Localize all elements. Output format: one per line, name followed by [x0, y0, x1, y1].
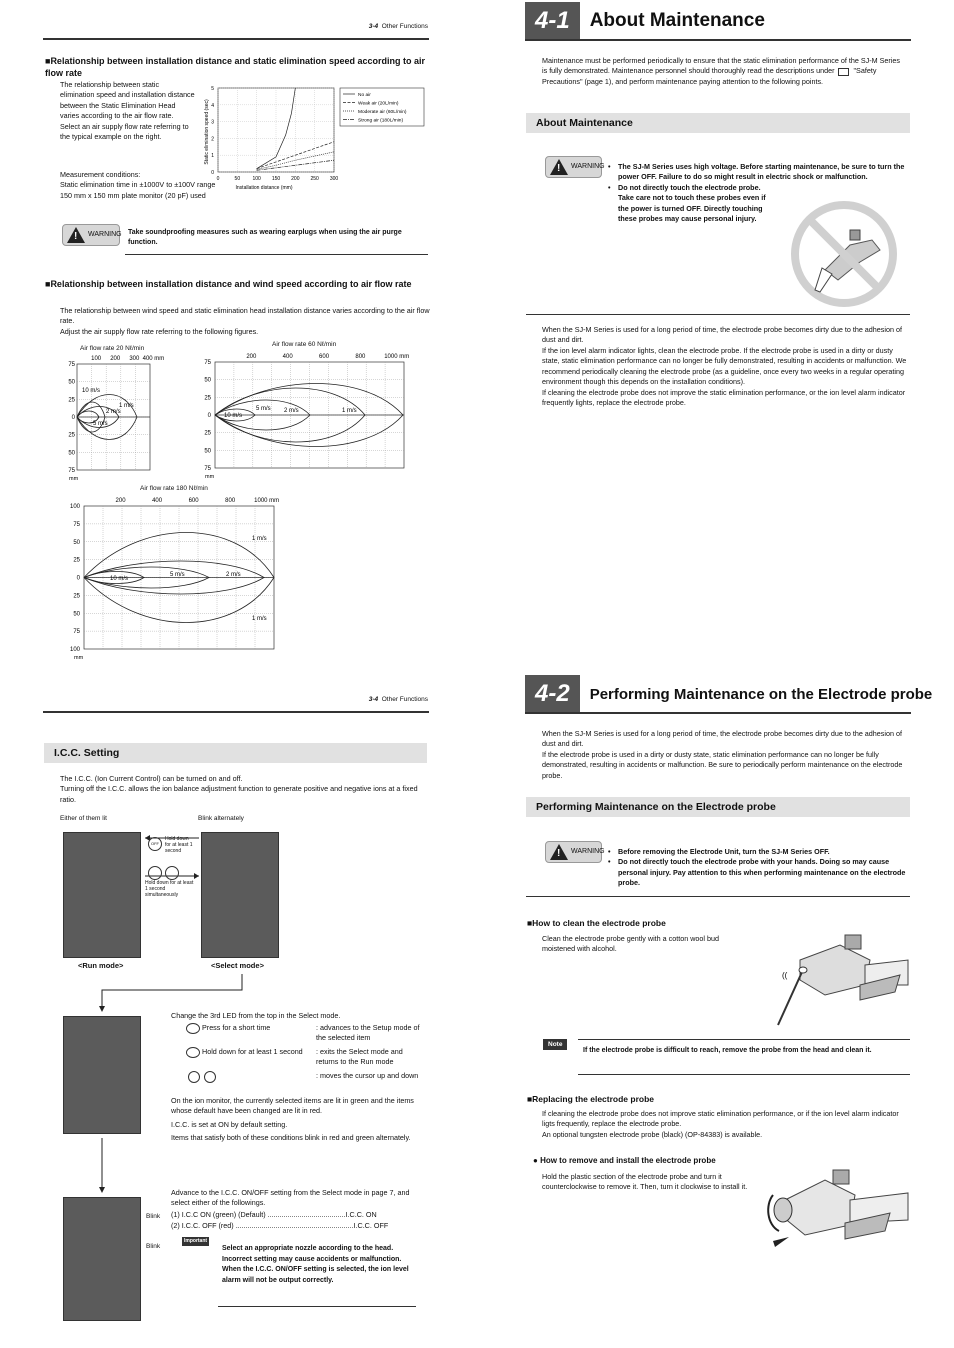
legend-label: Strong air (180L/min) — [358, 118, 404, 124]
y-tick-label: 50 — [68, 450, 75, 457]
y-unit-label: mm — [205, 474, 215, 480]
note-rule-top — [578, 1039, 910, 1040]
y-tick-label: 25 — [204, 430, 211, 437]
y-tick-label: 50 — [68, 379, 75, 386]
y-tick-label: 75 — [204, 466, 211, 472]
y-tick-label: 0 — [207, 413, 211, 419]
chart-xlabel: Installation distance (mm) — [235, 185, 293, 191]
x-tick-label: 600 — [188, 498, 199, 504]
warning-badge — [545, 156, 605, 178]
contour-label: 10 m/s — [82, 388, 101, 394]
y-tick-label: 50 — [204, 448, 211, 455]
flow-arrow — [98, 972, 244, 1012]
y-unit-label: mm — [74, 655, 84, 661]
x-tick-label: 300 — [329, 176, 339, 182]
y-tick-label: 25 — [68, 432, 75, 439]
chart-ylabel: Static elimination speed (sec) — [204, 99, 210, 165]
change-led-text: Change the 3rd LED from the top in the Select mode. — [171, 1011, 341, 1020]
y-tick-label: 25 — [73, 557, 80, 564]
x-tick-label: 250 — [310, 176, 319, 182]
warning-list — [608, 847, 908, 889]
electrode-intro: When the SJ-M Series is used for a long period of time, the electrode probe becomes dirty due to the adhesion of dust and dirt. If the electrode probe is used in a dirty or dusty state, static elimination performance can no longer be fully demonstrated, resulting in accidents or malfunction. Be sure to periodically perform maintenance on the electrode probe. — [542, 729, 903, 780]
y-tick-label: 2 — [211, 136, 214, 143]
intro-text-b: "Safety Precautions" (page 1), and perform maintenance paying attention to the following points. — [542, 66, 877, 86]
important-badge: Important — [184, 1238, 208, 1244]
replace-body: If cleaning the electrode probe does not improve static elimination performance, or if the ion level alarm indicator ligts frequently, replace the electrode probe. An optional tungsten electrode probe (black) (OP-84383) is available. — [542, 1109, 899, 1139]
warning-label: WARNING — [88, 231, 122, 239]
advance-text: Advance to the I.C.C. ON/OFF setting from the Select mode in page 7, and select either of the followings. — [171, 1188, 410, 1208]
warning-rule — [125, 254, 428, 255]
x-tick-label: 200 — [246, 354, 257, 360]
wind-chart-180 — [62, 494, 297, 660]
measurement-conditions: Measurement conditions: Static elimination time in ±1000V to ±100V range 150 mm x 150 mm plate monitor (20 pF) used — [60, 170, 216, 200]
contour-label: 5 m/s — [170, 572, 185, 578]
remove-heading-text: How to remove and install the electrode probe — [540, 1156, 716, 1165]
chapter-rule — [525, 712, 911, 714]
hold-label-2: Hold down for at least 1 second simultaneously — [145, 880, 194, 898]
warning-badge — [545, 841, 605, 863]
contour-label: 2 m/s — [284, 408, 299, 414]
legend-label: No air — [358, 92, 371, 98]
x-tick-label: 1000 mm — [384, 354, 410, 360]
press-short-desc: : advances to the Setup mode of the selected item — [316, 1023, 420, 1043]
intro-text-a: Maintenance must be performed periodically to ensure that the static elimination performance of the SJ-M Series is fully demonstrated. Maintenance personnel should thoroughly read the descriptions under — [542, 56, 900, 76]
hold-1s-desc: : exits the Select mode and returns to the Run mode — [316, 1047, 403, 1067]
y-tick-label: 5 — [211, 86, 214, 92]
x-tick-label: 1000 mm — [254, 498, 280, 504]
x-tick-label: 100 — [252, 176, 261, 182]
warning-triangle-icon: ! — [550, 844, 568, 860]
important-rule — [218, 1306, 416, 1307]
y-tick-label: 4 — [211, 102, 214, 109]
svg-text:((: (( — [782, 971, 788, 980]
blink-label-1: Blink — [146, 1213, 161, 1220]
off-button-icon — [186, 1047, 200, 1058]
y-tick-label: 100 — [69, 647, 80, 653]
icc-intro: The I.C.C. (Ion Current Control) can be turned on and off. Turning off the I.C.C. allows the ion balance adjustment function to generate positive and negative ions at a fixed ratio. — [60, 774, 418, 804]
cleaning-illustration — [770, 930, 910, 1030]
x-tick-label: 800 — [225, 498, 236, 504]
control-panel-run — [63, 832, 141, 958]
chapter-title: Performing Maintenance on the Electrode probe — [589, 685, 933, 703]
y-tick-label: 25 — [68, 397, 75, 404]
x-tick-label: 800 — [355, 354, 366, 360]
section-bar-icc-setting: I.C.C. Setting — [44, 743, 427, 763]
section-body-static-elimination: The relationship between static elimination speed and installation distance between the Static Elimination Head varies according to the air flow rate. Select an air supply flow rate referring to the typical example on the right. — [60, 80, 195, 142]
contour-label: 5 m/s — [93, 421, 108, 427]
icc-default-text: I.C.C. is set at ON by default setting. — [171, 1120, 288, 1129]
contour-label: 10 m/s — [224, 413, 243, 419]
section-heading-static-elimination: ■ Relationship between installation distance and static elimination speed according to air flow rate — [45, 55, 425, 79]
x-tick-label: 50 — [234, 176, 241, 182]
note-text: If the electrode probe is difficult to reach, remove the probe from the head and clean it. — [583, 1047, 872, 1054]
contour-label: 1 m/s — [252, 616, 267, 622]
page-header — [300, 695, 428, 704]
y-tick-label: 0 — [76, 575, 80, 582]
maintenance-body: When the SJ-M Series is used for a long period of time, the electrode probe becomes dirty due to the adhesion of dust and dirt. If the ion level alarm indicator lights, clean the electrode probe. If the electrode probe is used in a dirty or dusty state, static elimination performance can no longer be fully demonstrated, resulting in accidents or malfunction. We recommend periodically cleaning the electrode probe (as a guideline, once every two weeks in a regular operating environment though this depends on the installation conditions). If cleaning the electrode probe does not improve the static elimination performance, or the ion level alarm indicator frequently lights, replace the electrode probe. — [542, 325, 907, 408]
run-mode-caption: <Run mode> — [78, 961, 124, 970]
hold-label-1: Hold down for at least 1 second — [165, 836, 193, 854]
y-unit-label: mm — [69, 476, 79, 482]
remove-probe-illustration — [765, 1165, 910, 1250]
legend-label: Moderate air (60L/min) — [358, 109, 407, 115]
contour-label: 2 m/s — [226, 572, 241, 578]
legend-label: Weak air (20L/min) — [358, 101, 399, 107]
warning-item: • Do not directly touch the electrode probe. Take care not to touch these probes even if the power is turned OFF. Directly touching these probes may cause personal injury. — [608, 183, 770, 225]
off-button-icon — [186, 1023, 200, 1034]
press-short-label: Press for a short time — [202, 1023, 271, 1032]
contour-label: 2 m/s — [106, 409, 121, 415]
header-title: Other Functions — [381, 696, 428, 703]
chapter-title: About Maintenance — [589, 9, 765, 31]
chart-title-60: Air flow rate 60 Nℓ/min — [272, 341, 337, 348]
chart-title-20: Air flow rate 20 Nℓ/min — [80, 345, 145, 352]
remove-heading — [533, 1155, 716, 1166]
x-tick-label: 200 — [110, 356, 121, 362]
y-tick-label: 75 — [73, 521, 80, 528]
warning-label: WARNING — [571, 163, 605, 171]
y-tick-label: 25 — [204, 395, 211, 402]
x-tick-label: 400 mm — [142, 356, 165, 362]
ion-monitor-text: On the ion monitor, the currently selected items are lit in green and the items whose default have been changed are lit in red. — [171, 1096, 414, 1116]
warning-item: • The SJ-M Series uses high voltage. Before starting maintenance, be sure to turn the power OFF. Failure to do so might result in electric shock or malfunction. — [608, 162, 908, 183]
warning-item: • Do not directly touch the electrode probe with your hands. Doing so may cause personal injury. Pay attention to this when performing maintenance on the electrode probe. — [608, 857, 908, 888]
note-rule-bottom — [578, 1074, 910, 1075]
x-tick-label: 400 — [152, 498, 163, 504]
maintenance-intro — [542, 56, 907, 87]
label-either-lit: Either of them lit — [60, 815, 107, 822]
section-body-wind-speed: The relationship between wind speed and static elimination head installation distance varies according to the air flow rate. Adjust the air supply flow rate referring to the following figures. — [60, 306, 430, 336]
warning-rule — [526, 314, 910, 315]
header-section-number: 3-4 — [368, 696, 379, 703]
contour-label: 10 m/s — [110, 576, 129, 582]
blink-condition-text: Items that satisfy both of these conditions blink in red and green alternately. — [171, 1133, 411, 1142]
header-rule — [43, 38, 429, 40]
select-mode-caption: <Select mode> — [211, 961, 264, 970]
warning-item: • Before removing the Electrode Unit, turn the SJ-M Series OFF. — [608, 847, 908, 857]
chapter-number: 4-2 — [525, 675, 580, 713]
y-tick-label: 25 — [73, 593, 80, 600]
down-button-icon — [188, 1071, 200, 1083]
y-tick-label: 75 — [68, 468, 75, 474]
y-tick-label: 75 — [204, 360, 211, 366]
x-tick-label: 0 — [216, 176, 220, 182]
warning-triangle-icon: ! — [550, 159, 568, 175]
move-desc: : moves the cursor up and down — [316, 1071, 419, 1080]
clean-body: Clean the electrode probe gently with a cotton wool bud moistened with alcohol. — [542, 934, 720, 954]
off-button-icon: OFF — [148, 837, 162, 851]
y-tick-label: 50 — [73, 539, 80, 546]
y-tick-label: 50 — [204, 377, 211, 384]
section-bar-electrode: Performing Maintenance on the Electrode probe — [526, 797, 910, 817]
down-button-icon — [148, 866, 162, 880]
header-section-number: 3-4 — [368, 23, 379, 30]
x-tick-label: 200 — [291, 176, 300, 182]
chapter-heading-4-1 — [525, 2, 765, 40]
section-heading-wind-speed: ■ Relationship between installation distance and wind speed according to air flow rate — [45, 278, 430, 290]
note-badge: Note — [543, 1039, 567, 1050]
up-button-icon — [204, 1071, 216, 1083]
warning-text: Take soundproofing measures such as wearing earplugs when using the air purge function. — [128, 229, 402, 247]
no-touch-probe-icon — [790, 200, 898, 308]
header-rule — [43, 711, 429, 713]
control-panel-icc — [63, 1197, 141, 1321]
warning-badge — [62, 224, 120, 246]
chapter-heading-4-2 — [525, 675, 932, 713]
chapter-number: 4-1 — [525, 2, 580, 40]
section-bar-about-maintenance: About Maintenance — [526, 113, 910, 133]
header-title: Other Functions — [381, 23, 428, 30]
y-tick-label: 75 — [73, 629, 80, 636]
static-elimination-chart — [200, 82, 430, 194]
x-tick-label: 400 — [282, 354, 293, 360]
option-icc-off: (2) I.C.C. OFF (red) ...........................................................I.C.C. OFF — [171, 1221, 389, 1230]
book-icon — [838, 68, 849, 76]
contour-label: 1 m/s — [119, 403, 134, 409]
y-tick-label: 50 — [73, 611, 80, 618]
warning-rule — [526, 896, 910, 897]
x-tick-label: 200 — [115, 498, 126, 504]
up-button-icon — [165, 866, 179, 880]
hold-1s-label: Hold down for at least 1 second — [202, 1047, 303, 1056]
control-panel-change — [63, 1016, 141, 1134]
warning-triangle-icon: ! — [67, 227, 85, 243]
contour-label: 1 m/s — [252, 536, 267, 542]
y-tick-label: 75 — [68, 362, 75, 368]
y-tick-label: 3 — [211, 119, 214, 126]
x-tick-label: 100 — [91, 356, 102, 362]
bullet-circle-icon: ● — [533, 1156, 541, 1165]
chapter-rule — [525, 39, 911, 41]
warning-label: WARNING — [571, 848, 605, 856]
x-tick-label: 300 — [129, 356, 140, 362]
y-tick-label: 100 — [69, 504, 80, 510]
label-blink-alternately: Blink alternately — [198, 815, 244, 822]
x-tick-label: 150 — [271, 176, 281, 182]
control-panel-select — [201, 832, 279, 958]
page-header — [300, 22, 428, 31]
y-tick-label: 0 — [71, 415, 75, 421]
contour-label: 1 m/s — [342, 408, 357, 414]
remove-body: Hold the plastic section of the electrode probe and turn it counterclockwise to remove it. Then, turn it clockwise to install it. — [542, 1172, 748, 1192]
blink-label-2: Blink — [146, 1243, 161, 1250]
y-tick-label: 1 — [211, 153, 214, 160]
y-tick-label: 0 — [211, 170, 214, 176]
option-icc-on: (1) I.C.C ON (green) (Default) .......................................I.C.C. ON — [171, 1210, 377, 1219]
wind-chart-20 — [62, 352, 165, 482]
chart-title-180: Air flow rate 180 Nℓ/min — [140, 485, 208, 492]
wind-chart-60 — [198, 350, 428, 482]
replace-heading: ■ Replacing the electrode probe — [527, 1094, 654, 1105]
flow-arrow — [98, 1138, 108, 1194]
clean-heading: ■ How to clean the electrode probe — [527, 918, 666, 929]
x-tick-label: 600 — [319, 354, 330, 360]
important-text: Select an appropriate nozzle according to the head. Incorrect setting may cause accidents or malfunction. When the I.C.C. ON/OFF setting is selected, the ion level alarm will not be output correctly. — [222, 1245, 409, 1284]
contour-label: 5 m/s — [256, 406, 271, 412]
